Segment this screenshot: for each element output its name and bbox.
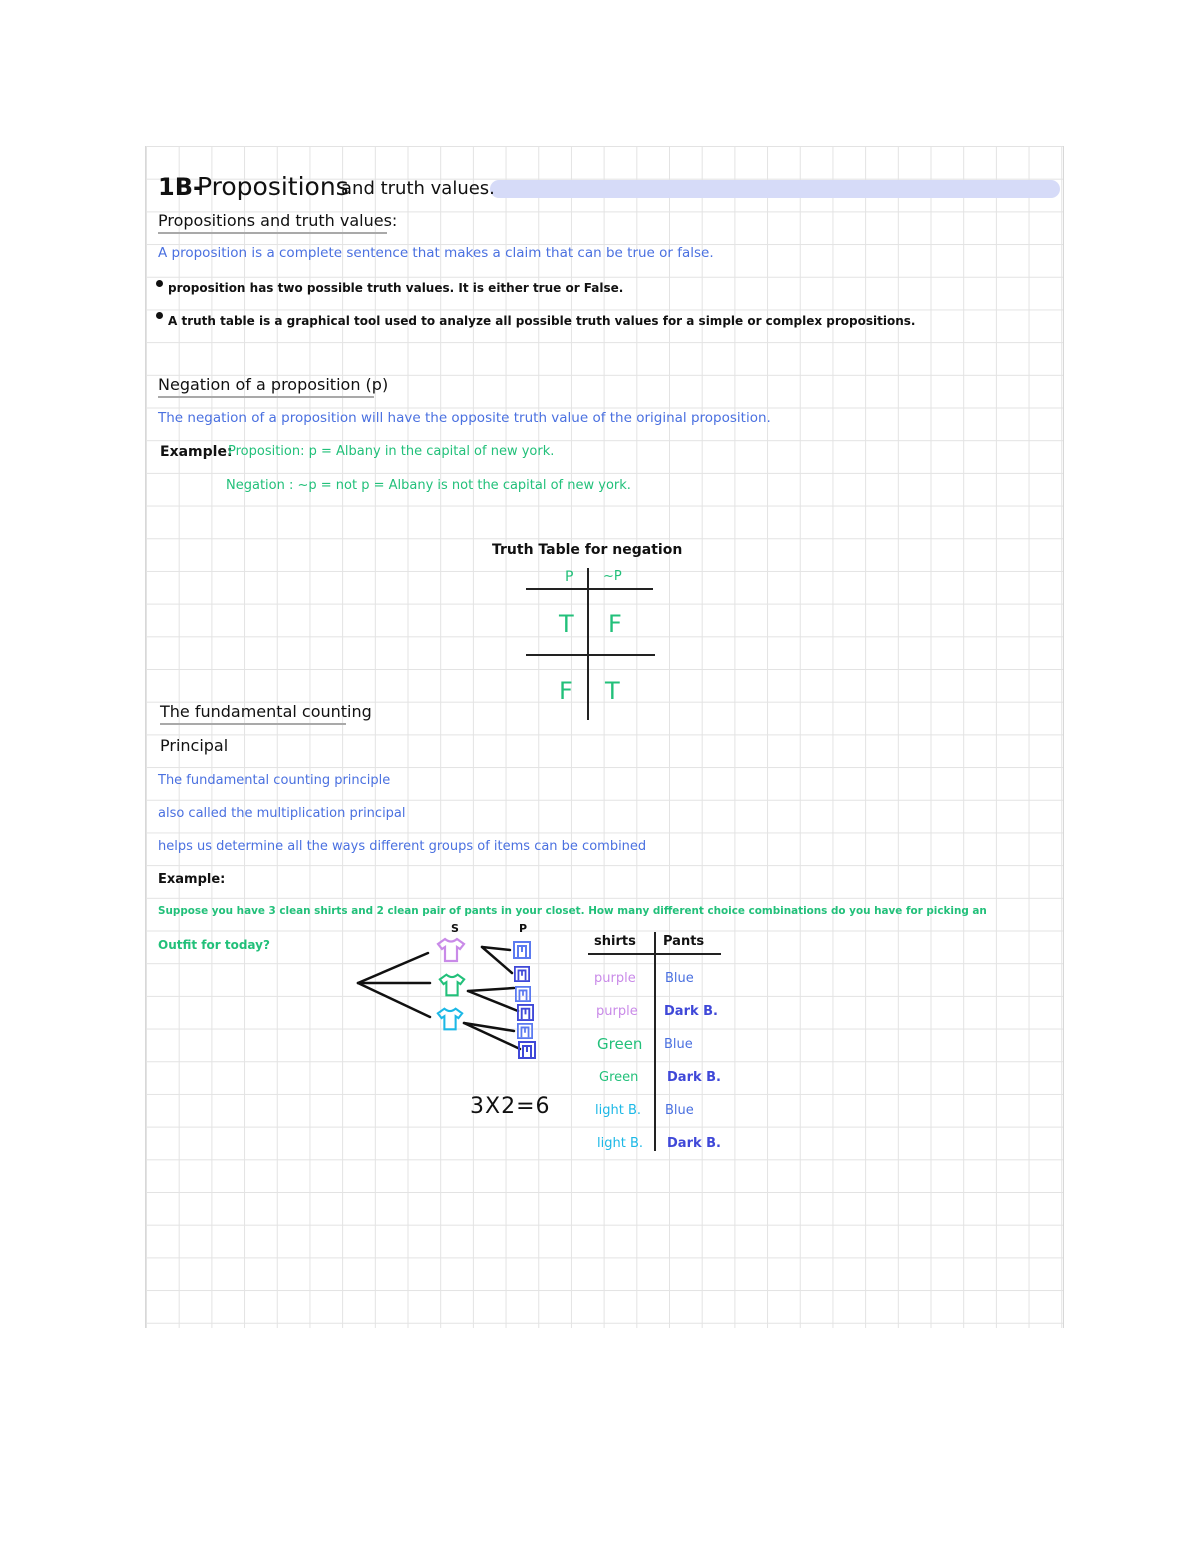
- example-label: Example:: [160, 444, 233, 460]
- tree-label-p: P: [519, 922, 528, 935]
- dark-blue-pants-icon: [514, 966, 530, 982]
- combo-pants-cell: Dark B.: [664, 1004, 718, 1019]
- truth-table-cell: F: [559, 677, 573, 705]
- combo-vertical-line: [654, 932, 656, 1151]
- combo-shirt-cell: light B.: [595, 1103, 641, 1118]
- counting-line: also called the multiplication principal: [158, 806, 406, 821]
- blue-pants-icon: [515, 986, 531, 1002]
- example-negation: Negation : ~p = not p = Albany is not the capital of new york.: [226, 478, 631, 493]
- negation-definition: The negation of a proposition will have the opposite truth value of the original proposition.: [158, 410, 771, 426]
- problem-line-1: Suppose you have 3 clean shirts and 2 clean pair of pants in your closet. How many different choice combinations do you have for picking an: [158, 905, 987, 917]
- truth-table-header-not-p: ~P: [603, 569, 622, 584]
- example-proposition: Proposition: p = Albany in the capital of new york.: [228, 444, 555, 459]
- combo-pants-cell: Blue: [664, 1037, 693, 1052]
- combo-shirt-cell: purple: [594, 971, 636, 986]
- combo-header-shirts: shirts: [594, 934, 636, 949]
- purple-shirt-icon: [435, 937, 467, 963]
- title-number: 1B-: [158, 173, 203, 201]
- problem-line-2: Outfit for today?: [158, 938, 270, 952]
- section-heading-propositions: Propositions and truth values:: [158, 213, 387, 234]
- section-heading-principal: Principal: [160, 736, 229, 755]
- combo-pants-cell: Blue: [665, 971, 694, 986]
- bullet-dot: [156, 280, 163, 287]
- counting-line: helps us determine all the ways different groups of items can be combined: [158, 839, 647, 854]
- truth-table-header-line: [526, 588, 653, 590]
- truth-table-header-p: P: [565, 569, 574, 585]
- proposition-definition: A proposition is a complete sentence that makes a claim that can be true or false.: [158, 245, 714, 261]
- blue-pants-icon: [513, 941, 531, 959]
- truth-table-cell: T: [605, 677, 620, 705]
- combo-header-line: [588, 953, 721, 955]
- bullet-text: A truth table is a graphical tool used to analyze all possible truth values for a simple or complex propositions.: [168, 314, 916, 328]
- combo-pants-cell: Blue: [665, 1103, 694, 1118]
- bullet-text: proposition has two possible truth values. It is either true or False.: [168, 281, 624, 295]
- light-blue-shirt-icon: [435, 1006, 465, 1032]
- truth-table-cell: T: [559, 610, 574, 638]
- combo-pants-cell: Dark B.: [667, 1136, 721, 1151]
- title-main: Propositions: [197, 172, 349, 201]
- combo-shirt-cell: Green: [599, 1070, 639, 1085]
- combo-header-pants: Pants: [663, 934, 705, 949]
- combo-shirt-cell: purple: [596, 1004, 638, 1019]
- counting-line: The fundamental counting principle: [158, 773, 391, 788]
- truth-table-title: Truth Table for negation: [492, 542, 683, 558]
- combo-shirt-cell: light B.: [597, 1136, 643, 1151]
- title-rest: and truth values.: [341, 178, 495, 199]
- blue-pants-icon: [517, 1023, 533, 1039]
- truth-table-row-divider: [526, 654, 655, 656]
- dark-blue-pants-icon: [517, 1004, 534, 1021]
- multiplication-equation: 3X2=6: [470, 1094, 551, 1119]
- section-heading-counting: The fundamental counting: [160, 704, 346, 725]
- green-shirt-icon: [437, 972, 467, 998]
- tree-label-s: S: [451, 922, 459, 935]
- title-highlight: [490, 180, 1060, 198]
- truth-table-cell: F: [608, 610, 622, 638]
- dark-blue-pants-icon: [518, 1041, 536, 1059]
- section-heading-negation: Negation of a proposition (p): [158, 377, 374, 398]
- example-label-2: Example:: [158, 872, 226, 887]
- combo-shirt-cell: Green: [597, 1035, 643, 1053]
- truth-table-vertical-line: [587, 568, 589, 720]
- bullet-dot: [156, 312, 163, 319]
- combo-pants-cell: Dark B.: [667, 1070, 721, 1085]
